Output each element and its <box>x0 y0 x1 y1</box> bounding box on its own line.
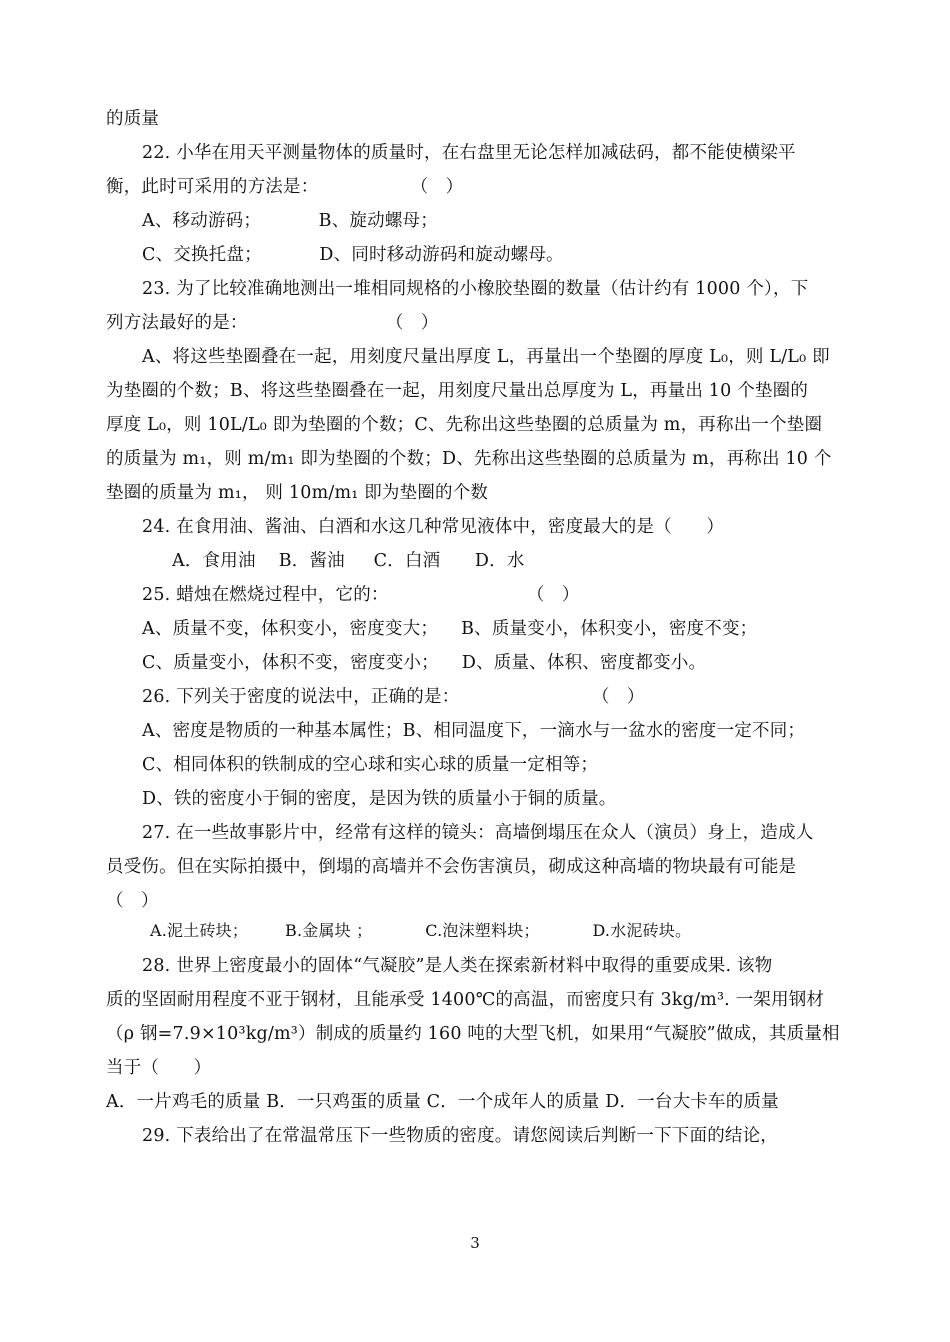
question-25: 25. 蜡烛在燃烧过程中，它的： （ ） <box>142 585 580 605</box>
question-26-options-ab: A、密度是物质的一种基本属性；B、相同温度下，一滴水与一盆水的密度一定不同； <box>142 721 806 741</box>
question-28-line-4: 当于（ ） <box>106 1058 212 1078</box>
question-23-options-1: A、将这些垫圈叠在一起，用刻度尺量出厚度 L，再量出一个垫圈的厚度 L₀，则 L/L₀ 即 <box>142 347 830 367</box>
question-28-options: A．一片鸡毛的质量 B．一只鸡蛋的质量 C．一个成年人的质量 D．一台大卡车的质量 <box>106 1092 779 1112</box>
question-24: 24. 在食用油、酱油、白酒和水这几种常见液体中，密度最大的是（ ） <box>142 517 725 537</box>
question-22: 22. 小华在用天平测量物体的质量时，在右盘里无论怎样加减砝码，都不能使横梁平 <box>142 143 796 163</box>
page-number: 3 <box>470 1234 480 1252</box>
question-24-options: A．食用油 B．酱油 C．白酒 D．水 <box>172 551 525 571</box>
question-25-options-cd: C、质量变小，体积不变，密度变小； D、质量、体积、密度都变小。 <box>142 653 707 673</box>
text-line-7: 列方法最好的是： （ ） <box>106 313 439 333</box>
question-26-option-c: C、相同体积的铁制成的空心球和实心球的质量一定相等； <box>142 755 599 775</box>
question-25-options-ab: A、质量不变，体积变小，密度变大； B、质量变小，体积变小，密度不变； <box>142 619 758 639</box>
question-23-options-3: 厚度 L₀，则 10L/L₀ 即为垫圈的个数；C、先称出这些垫圈的总质量为 m，再称出一个垫圈 <box>106 415 823 435</box>
question-28-line-3: （ρ 钢=7.9×10³kg/m³）制成的质量约 160 吨的大型飞机，如果用“气凝胶”做成，其质量相 <box>106 1024 840 1044</box>
text-line-1: 的质量 <box>106 109 160 129</box>
question-26-option-d: D、铁的密度小于铜的密度，是因为铁的质量小于铜的质量。 <box>142 789 617 809</box>
question-28-line-2: 质的坚固耐用程度不亚于钢材，且能承受 1400℃的高温，而密度只有 3kg/m³. 一架用钢材 <box>106 990 825 1010</box>
text-line-3: 衡，此时可采用的方法是： （ ） <box>106 177 464 197</box>
question-26: 26. 下列关于密度的说法中，正确的是： （ ） <box>142 687 645 707</box>
question-23: 23. 为了比较准确地测出一堆相同规格的小橡胶垫圈的数量（估计约有 1000 个），下 <box>142 279 809 299</box>
question-22-options-cd: C、交换托盘； D、同时移动游码和旋动螺母。 <box>142 245 564 265</box>
question-23-options-4: 的质量为 m₁，则 m/m₁ 即为垫圈的个数；D、先称出这些垫圈的总质量为 m，再称出 10 个 <box>106 449 832 469</box>
question-23-options-5: 垫圈的质量为 m₁， 则 10m/m₁ 即为垫圈的个数 <box>106 483 489 503</box>
question-27: 27. 在一些故事影片中，经常有这样的镜头：高墙倒塌压在众人（演员）身上，造成人 <box>142 823 814 843</box>
question-28: 28. 世界上密度最小的固体“气凝胶”是人类在探索新材料中取得的重要成果. 该物 <box>142 956 773 976</box>
question-29: 29. 下表给出了在常温常压下一些物质的密度。请您阅读后判断一下下面的结论， <box>142 1126 778 1146</box>
question-23-options-2: 为垫圈的个数；B、将这些垫圈叠在一起，用刻度尺量出总厚度为 L，再量出 10 个垫圈的 <box>106 381 809 401</box>
question-22-options-ab: A、移动游码； B、旋动螺母； <box>142 211 438 231</box>
question-27-line-2: 员受伤。但在实际拍摄中，倒塌的高墙并不会伤害演员，砌成这种高墙的物块最有可能是 <box>106 857 797 877</box>
question-27-line-3: （ ） <box>106 891 159 911</box>
question-27-options: A.泥土砖块； B.金属块 ； C.泡沫塑料块； D.水泥砖块。 <box>150 921 692 940</box>
